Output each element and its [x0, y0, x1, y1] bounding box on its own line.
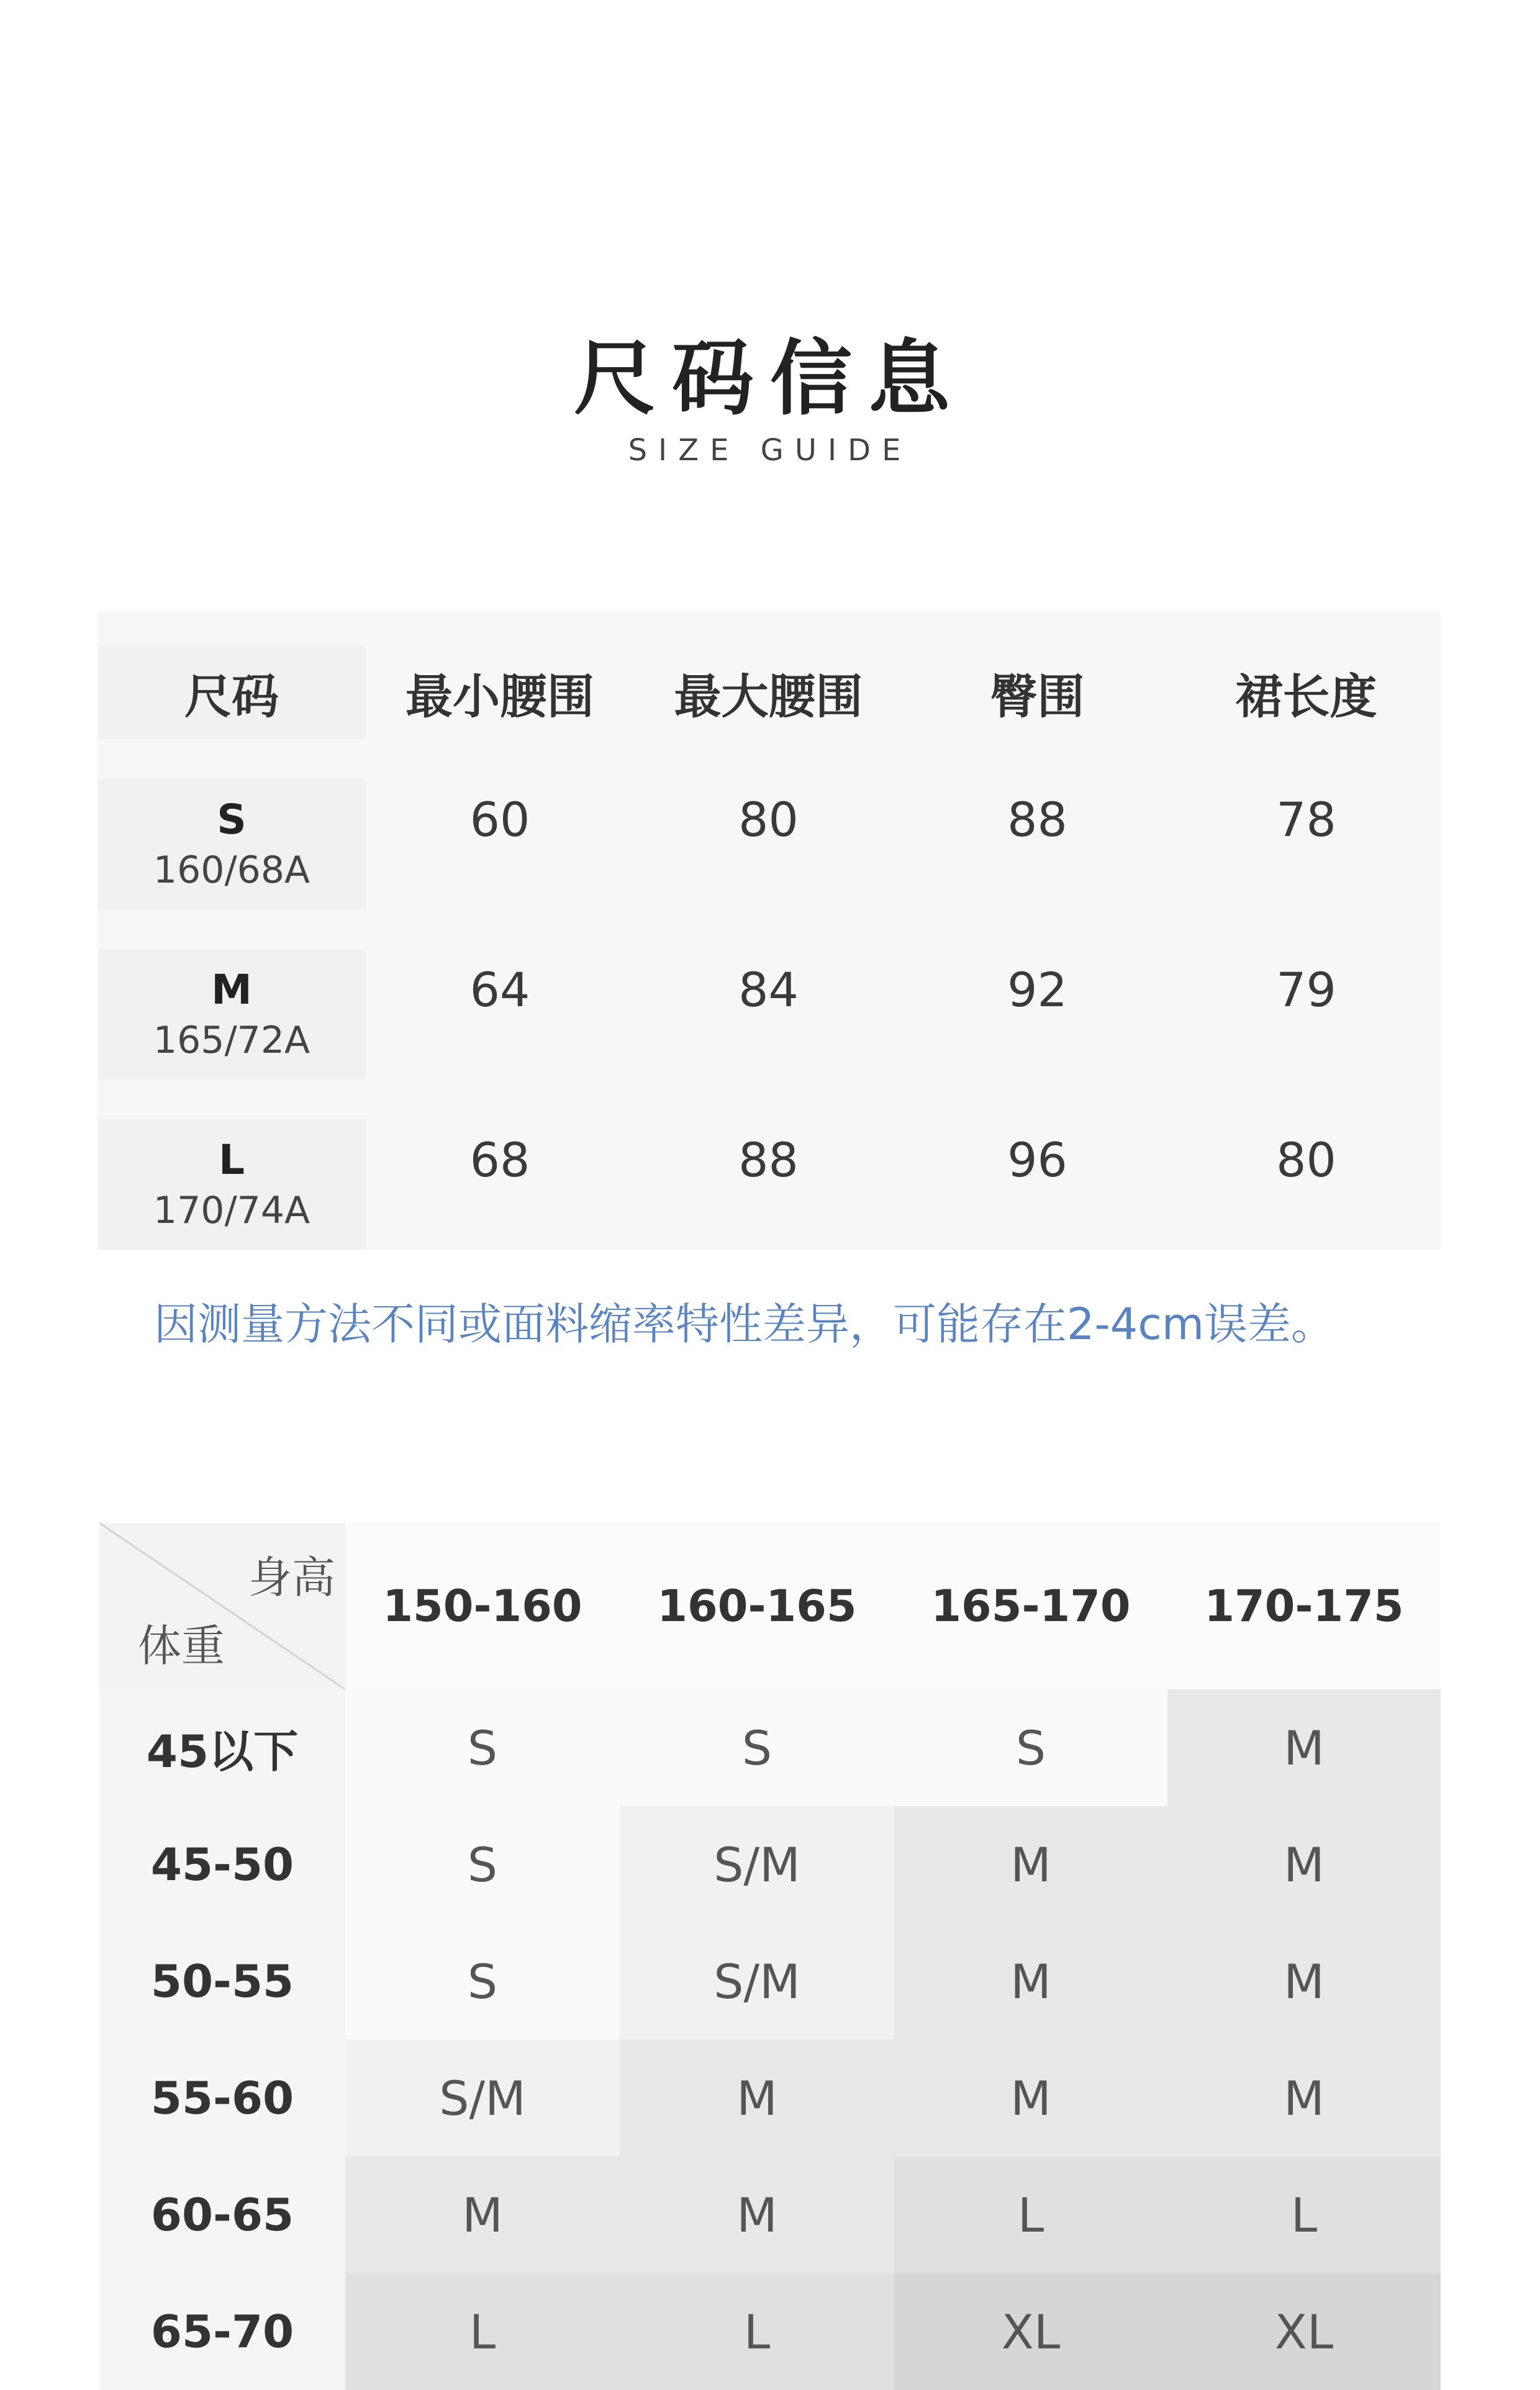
column-header-max-waist: 最大腰围	[674, 668, 863, 724]
size-body-label: 165/72A	[153, 1019, 310, 1062]
column-header-height: 150-160	[383, 1581, 582, 1632]
recommended-size-cell: L	[894, 2156, 1167, 2273]
measurement-note: 因测量方法不同或面料缩率特性差异，可能存在2-4cm误差。	[154, 1299, 1335, 1350]
recommended-size-cell: M	[1167, 1923, 1441, 2040]
column-header-height: 160-165	[657, 1581, 857, 1632]
row-header-size	[97, 779, 366, 909]
table-cell-value: 78	[1276, 791, 1336, 847]
table-cell-value: 88	[1007, 791, 1067, 847]
recommended-size-cell: S	[345, 1806, 620, 1923]
column-header-skirt-length: 裙长度	[1235, 668, 1377, 724]
recommended-size-cell: M	[1167, 1689, 1441, 1806]
recommended-size-cell: M	[894, 2040, 1167, 2156]
table-cell-value: 88	[738, 1132, 799, 1188]
recommended-size-cell: M	[620, 2040, 894, 2156]
column-header-min-waist: 最小腰围	[405, 668, 594, 724]
column-header-height: 165-170	[931, 1581, 1131, 1632]
recommended-size-cell: M	[345, 2156, 620, 2273]
table-cell-value: 64	[469, 961, 530, 1017]
recommended-size-cell: S	[894, 1689, 1167, 1806]
recommended-size-cell: S/M	[345, 2040, 620, 2156]
row-header-size	[97, 1119, 366, 1250]
recommended-size-cell: M	[894, 1806, 1167, 1923]
recommended-size-cell: S/M	[620, 1923, 894, 2040]
table-cell-value: 80	[738, 791, 799, 847]
table-cell-value: 96	[1007, 1132, 1067, 1188]
row-header-weight: 50-55	[99, 1923, 345, 2040]
size-name: L	[218, 1136, 245, 1184]
recommended-size-cell: S	[620, 1689, 894, 1806]
table-cell-value: 60	[469, 791, 530, 847]
table-cell-value: 79	[1276, 961, 1336, 1017]
recommended-size-cell: S/M	[620, 1806, 894, 1923]
row-header-weight: 45-50	[99, 1806, 345, 1923]
page-title: 尺码信息	[574, 331, 966, 427]
table-cell-value: 84	[738, 961, 799, 1017]
size-body-label: 160/68A	[153, 848, 310, 892]
recommended-size-cell: L	[620, 2273, 894, 2390]
recommended-size-cell: M	[1167, 1806, 1441, 1923]
row-header-size	[97, 949, 366, 1079]
recommended-size-cell: L	[1167, 2156, 1441, 2273]
recommended-size-cell: S	[345, 1923, 620, 2040]
size-body-label: 170/74A	[153, 1189, 310, 1232]
recommended-size-cell: M	[894, 1923, 1167, 2040]
recommended-size-cell: L	[345, 2273, 620, 2390]
recommended-size-cell: XL	[1167, 2273, 1441, 2390]
corner-weight-label: 体重	[138, 1620, 225, 1671]
row-header-weight: 45以下	[99, 1689, 345, 1806]
column-header-hip: 臀围	[990, 668, 1085, 724]
table-cell-value: 80	[1276, 1132, 1336, 1188]
row-header-weight: 60-65	[99, 2156, 345, 2273]
size-name: S	[217, 796, 247, 843]
recommended-size-cell: XL	[894, 2273, 1167, 2390]
column-header-height: 170-175	[1204, 1581, 1404, 1632]
table-cell-value: 68	[469, 1132, 530, 1188]
column-header-size: 尺码	[97, 646, 366, 739]
row-header-weight: 55-60	[99, 2040, 345, 2156]
recommended-size-cell: S	[345, 1689, 620, 1806]
row-header-weight: 65-70	[99, 2273, 345, 2390]
size-name: M	[211, 966, 252, 1014]
page-subtitle: SIZE GUIDE	[628, 433, 912, 468]
table-cell-value: 92	[1007, 961, 1067, 1017]
recommended-size-cell: M	[620, 2156, 894, 2273]
corner-height-label: 身高	[248, 1552, 335, 1603]
recommended-size-cell: M	[1167, 2040, 1441, 2156]
